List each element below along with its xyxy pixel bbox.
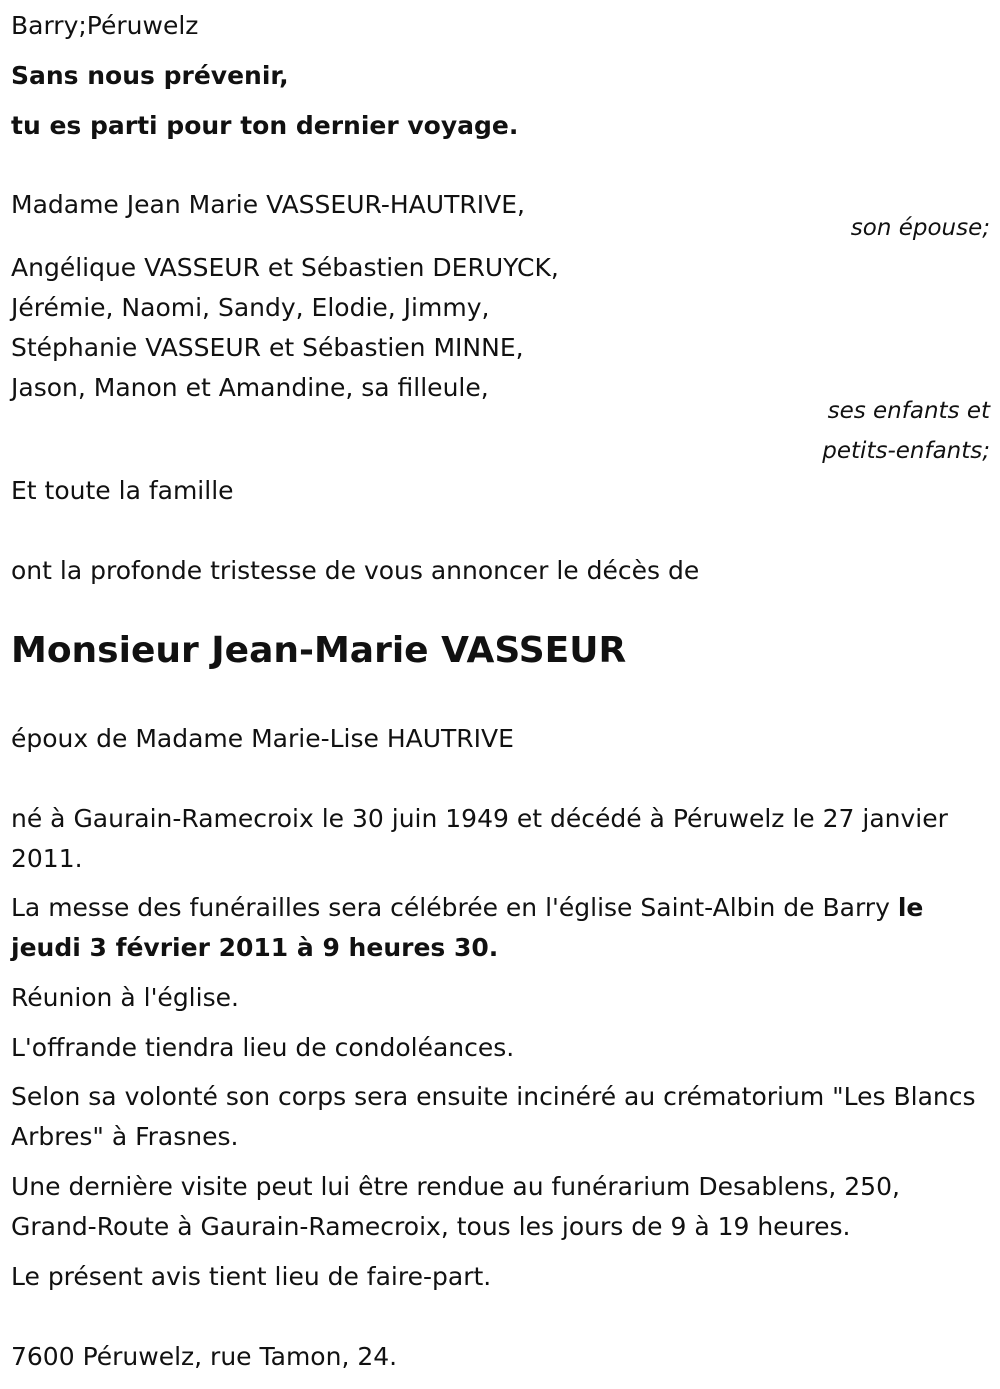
children-role-line-2: petits-enfants; <box>822 438 990 464</box>
announcement-intro: ont la profonde tristesse de vous annoncer le décès de <box>11 556 700 585</box>
mass-text: La messe des funérailles sera célébrée en l'église Saint-Albin de Barry <box>11 893 898 922</box>
children-line-3: Stéphanie VASSEUR et Sébastien MINNE, <box>11 333 524 362</box>
meeting-info: Réunion à l'église. <box>11 983 239 1012</box>
children-role-line-1: ses enfants et <box>827 398 990 424</box>
verse-line-1: Sans nous prévenir, <box>11 61 289 90</box>
address: 7600 Péruwelz, rue Tamon, 24. <box>11 1342 398 1371</box>
mass-date: le jeudi 3 février 2011 à 9 heures 30. <box>11 893 924 962</box>
notice-info: Le présent avis tient lieu de faire-part. <box>11 1262 492 1291</box>
funeral-mass-info <box>11 888 986 968</box>
spouse-name: Madame Jean Marie VASSEUR-HAUTRIVE, <box>11 190 525 219</box>
verse-line-2: tu es parti pour ton dernier voyage. <box>11 111 519 140</box>
cremation-info: Selon sa volonté son corps sera ensuite incinéré au crématorium "Les Blancs Arbres" à Frasnes. <box>11 1082 976 1151</box>
spouse-of: époux de Madame Marie-Lise HAUTRIVE <box>11 724 514 753</box>
deceased-name: Monsieur Jean-Marie VASSEUR <box>11 630 627 671</box>
children-line-4: Jason, Manon et Amandine, sa filleule, <box>11 373 489 402</box>
children-line-2: Jérémie, Naomi, Sandy, Elodie, Jimmy, <box>11 293 490 322</box>
offering-info: L'offrande tiendra lieu de condoléances. <box>11 1033 515 1062</box>
rest-of-family: Et toute la famille <box>11 476 234 505</box>
children-line-1: Angélique VASSEUR et Sébastien DERUYCK, <box>11 253 559 282</box>
spouse-role: son épouse; <box>850 215 990 241</box>
birth-death-info: né à Gaurain-Ramecroix le 30 juin 1949 et décédé à Péruwelz le 27 janvier 2011. <box>11 804 948 873</box>
visit-info: Une dernière visite peut lui être rendue au funérarium Desablens, 250, Grand-Route à Gaurain-Ramecroix, tous les jours de 9 à 19 heures. <box>11 1172 900 1241</box>
location-header: Barry;Péruwelz <box>11 11 199 40</box>
